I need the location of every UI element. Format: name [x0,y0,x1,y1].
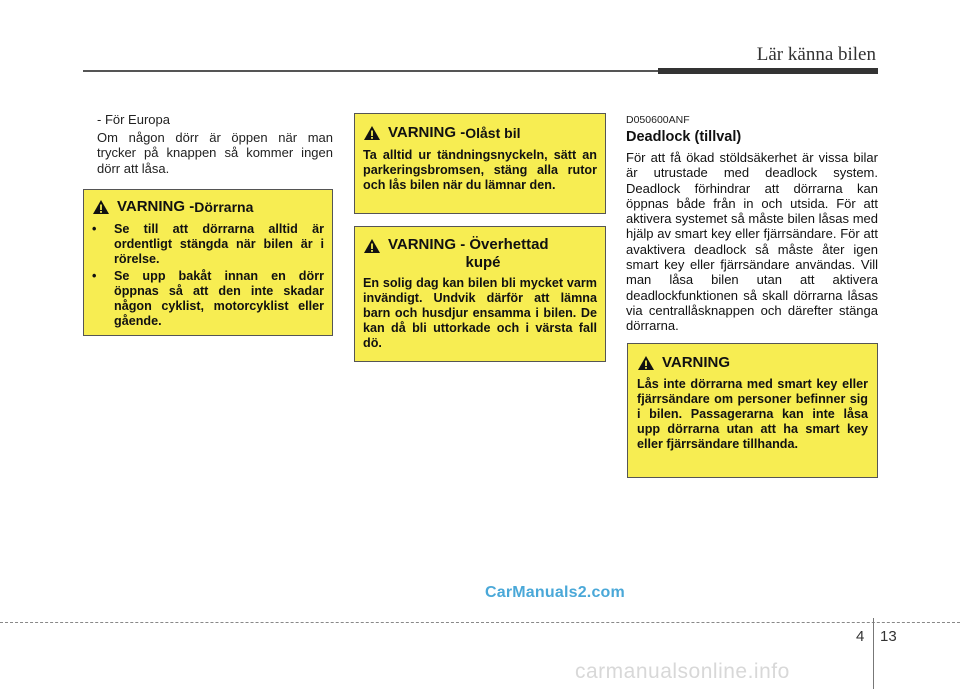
warning-text: En solig dag kan bilen bli mycket varm invändigt. Undvik därför att lämna barn och husdjur ensamma i bilen. De kan då bli uttorkade och i värsta fall dö. [363,276,597,350]
list-item [92,222,324,267]
bullet-mark: • [92,222,97,236]
header-rule-thick [658,68,878,74]
section-code: D050600ANF [626,114,690,126]
warning-triangle-icon [92,199,110,215]
page-number: 13 [880,628,897,645]
section-title: Deadlock (tillval) [626,129,742,145]
bullet-text: Se till att dörrarna alltid är ordentligt stängda när bilen är i rörelse. [114,222,324,266]
warning-bullet-list [92,222,324,329]
warning-header [363,236,597,272]
chapter-number: 4 [856,628,865,645]
warning-box-unlocked-car [354,113,606,214]
warning-title-line2: kupé [465,254,501,271]
warning-header [363,124,597,142]
warning-subtitle: Dörrarna [194,199,254,215]
warning-triangle-icon [637,355,655,371]
column1-text [97,112,333,176]
warning-title: VARNING [662,354,731,371]
deadlock-paragraph: För att få ökad stöldsäkerhet är vissa bilar är utrustade med deadlock system. Deadlock förhindrar att dörrarna kan öppnas både från in och utsida. För att aktivera systemet så måste bilen låsas med hjälp av smart key eller fjärrsändare. För att avaktivera deadlock så måste åter igen smart key eller fjärrsändare användas. Vill man låsa bilen utan att aktivera deadlockfunktionen så skall dörrarna låsas via centrallåsknappen och därefter stänga dörrarna. [626,150,878,334]
column1-paragraph: Om någon dörr är öppen när man trycker på knappen så kommer ingen dörr att låsa. [97,129,333,176]
warning-title: VARNING - [388,124,466,141]
bottom-watermark: carmanualsonline.info [575,660,790,683]
footer-rule [0,622,960,623]
warning-box-smart-key [627,343,878,478]
dash-item: - För Europa [97,112,170,127]
bullet-mark: • [92,269,97,283]
warning-subtitle: Olåst bil [465,125,521,141]
warning-triangle-icon [363,125,381,141]
warning-text: Lås inte dörrarna med smart key eller fjärrsändare om personer befinner sig i bilen. Passagerarna kan inte låsa upp dörrarna utan att ha smart key eller fjärrsändare tillhanda. [637,377,868,451]
warning-box-doors [83,189,333,336]
warning-title-wrap [388,236,578,272]
page-number-divider [873,618,874,689]
warning-header [637,354,868,372]
warning-title: VARNING - [117,198,195,215]
header-rule-thin [83,70,658,72]
warning-title: VARNING - Överhettad [388,236,549,253]
warning-header [92,198,324,216]
deadlock-section [626,114,878,334]
bullet-text: Se upp bakåt innan en dörr öppnas så att den inte skadar någon cyklist, motorcyklist eller gående. [114,269,324,328]
page-header-title: Lär känna bilen [756,44,876,65]
watermark-link[interactable]: CarManuals2.com [485,584,625,601]
warning-triangle-icon [363,238,381,254]
warning-text: Ta alltid ur tändningsnyckeln, sätt an parkeringsbromsen, stäng alla rutor och lås bilen när du lämnar den. [363,148,597,192]
warning-box-overheated-cabin [354,226,606,362]
list-item [92,269,324,329]
